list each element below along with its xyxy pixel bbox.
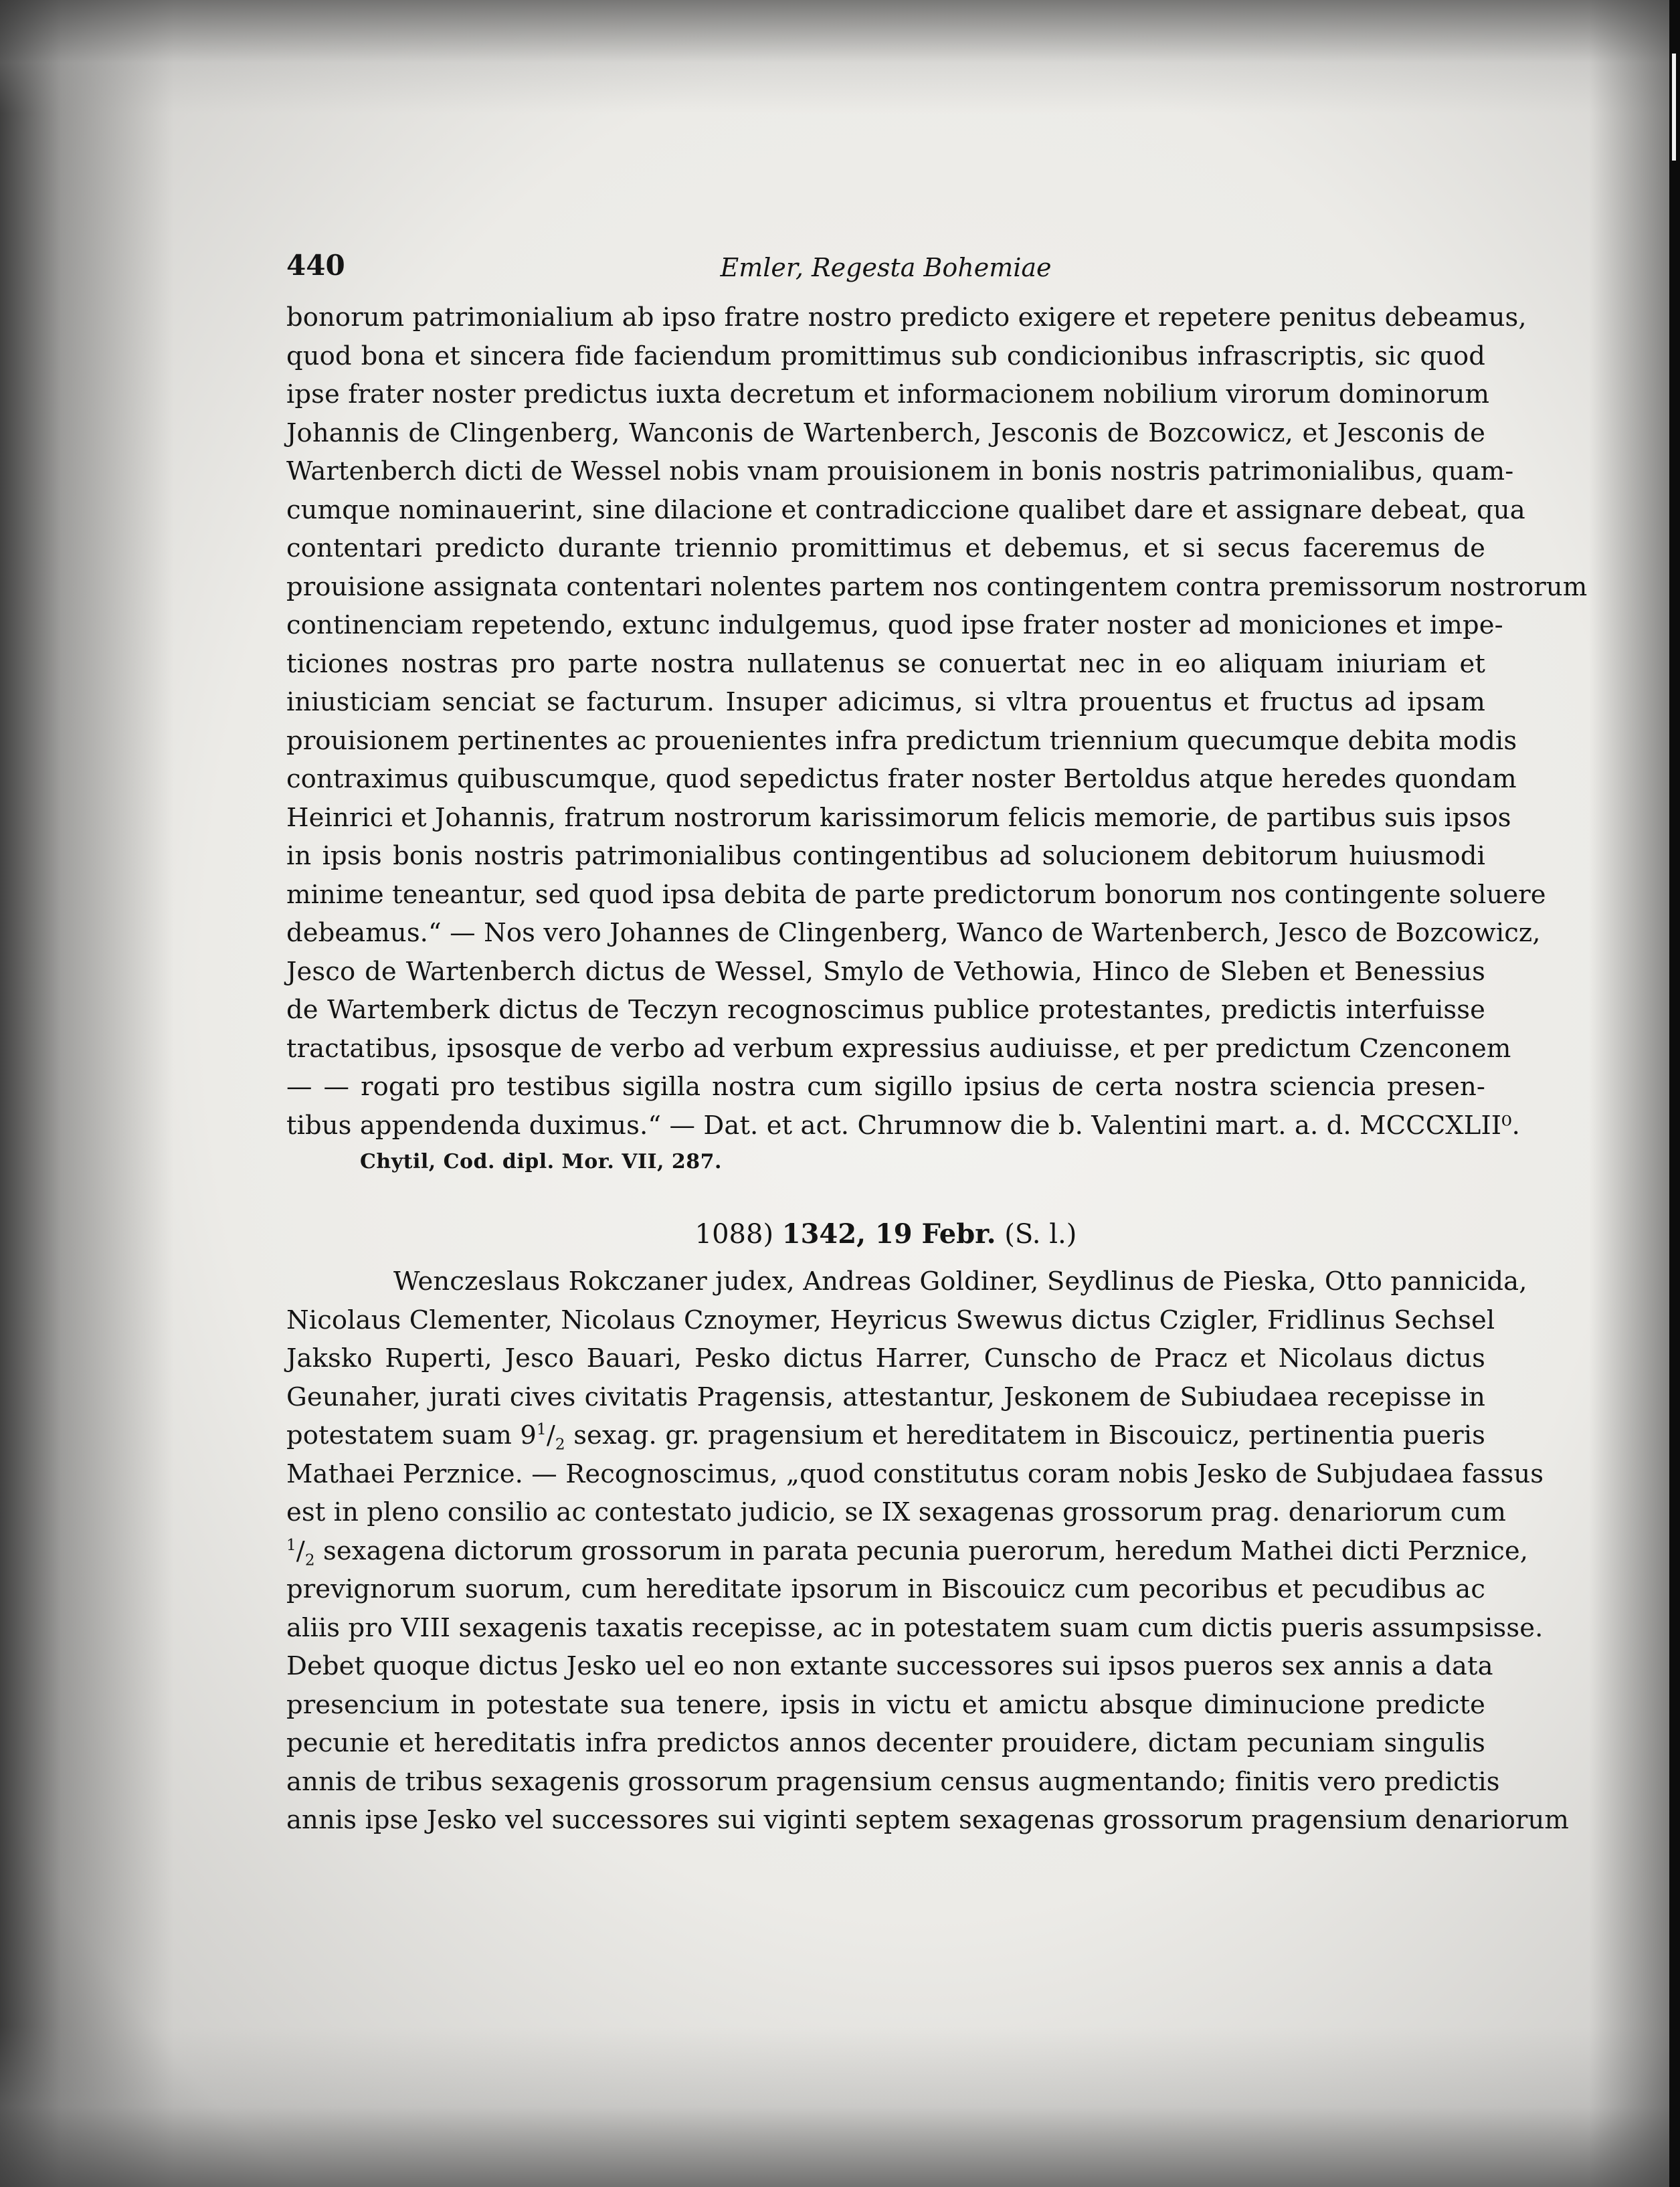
text-line: contentari predicto durante triennio promittimus et debemus, et si secus faceremus de bbox=[286, 533, 1485, 563]
text-line: quod bona et sincera fide faciendum promittimus sub condicionibus infrascriptis, sic quod bbox=[286, 341, 1485, 371]
fraction-line-end: sexag. gr. pragensium et hereditatem in Biscouicz, pertinentia pueris bbox=[565, 1420, 1485, 1450]
fraction-denominator: 2 bbox=[304, 1551, 315, 1570]
right-scan-shadow bbox=[1589, 0, 1669, 2187]
text-line-with-fraction bbox=[286, 1532, 1529, 1571]
text-line: Wartenberch dicti de Wessel nobis vnam prouisionem in bonis nostris patrimonialibus, quam- bbox=[286, 456, 1514, 486]
text-line: tractatibus, ipsosque de verbo ad verbum expressius audiuisse, et per predictum Czenconem bbox=[286, 1033, 1511, 1064]
entry-date: 1342, 19 Febr. bbox=[781, 1218, 996, 1250]
text-line: annis ipse Jesko vel successores sui viginti septem sexagenas grossorum pragensium denariorum bbox=[286, 1805, 1570, 1835]
page-header bbox=[286, 249, 1485, 296]
left-scan-shadow bbox=[0, 0, 174, 2187]
scanner-edge-mark bbox=[1672, 54, 1676, 161]
fraction-line-start: potestatem suam 9 bbox=[286, 1420, 537, 1450]
text-line: annis de tribus sexagenis grossorum pragensium census augmentando; finitis vero predictis bbox=[286, 1766, 1500, 1797]
text-line: Jesco de Wartenberch dictus de Wessel, Smylo de Vethowia, Hinco de Sleben et Benessius bbox=[286, 956, 1485, 987]
text-line: iniusticiam senciat se facturum. Insuper adicimus, si vltra prouentus et fructus ad ipsam bbox=[286, 687, 1485, 717]
text-line: Geunaher, jurati cives civitatis Pragensis, attestantur, Jeskonem de Subiudaea recepisse in bbox=[286, 1382, 1485, 1412]
text-line: prouisionem pertinentes ac prouenientes infra predictum triennium quecumque debita modis bbox=[286, 725, 1517, 756]
page-number: 440 bbox=[286, 249, 345, 282]
text-line: de Wartemberk dictus de Teczyn recognoscimus publice protestantes, predictis interfuisse bbox=[286, 995, 1485, 1025]
fraction-line-end: sexagena dictorum grossorum in parata pecunia puerorum, heredum Mathei dicti Perznice, bbox=[314, 1535, 1529, 1566]
text-line: Jaksko Ruperti, Jesco Bauari, Pesko dictus Harrer, Cunscho de Pracz et Nicolaus dictus bbox=[286, 1343, 1485, 1373]
page-content bbox=[286, 249, 1588, 1840]
text-line: continenciam repetendo, extunc indulgemus, quod ipse frater noster ad moniciones et impe- bbox=[286, 610, 1503, 640]
text-line: debeamus.“ — Nos vero Johannes de Clingenberg, Wanco de Wartenberch, Jesco de Bozcowicz, bbox=[286, 918, 1541, 948]
text-line: in ipsis bonis nostris patrimonialibus contingentibus ad solucionem debitorum huiusmodi bbox=[286, 841, 1485, 871]
continuation-text bbox=[286, 298, 1588, 1177]
text-line: ipse frater noster predictus iuxta decretum et informacionem nobilium virorum dominorum bbox=[286, 379, 1490, 409]
entry-place: (S. l.) bbox=[1004, 1219, 1077, 1250]
text-line: Nicolaus Clementer, Nicolaus Cznoymer, Heyricus Swewus dictus Czigler, Fridlinus Sechsel bbox=[286, 1305, 1495, 1335]
text-line: aliis pro VIII sexagenis taxatis recepisse, ac in potestatem suam cum dictis pueris assumpsisse. bbox=[286, 1612, 1544, 1643]
text-line: minime teneantur, sed quod ipsa debita de parte predictorum bonorum nos contingente soluere bbox=[286, 879, 1546, 910]
fraction-numerator: 1 bbox=[286, 1536, 296, 1554]
text-line: Johannis de Clingenberg, Wanconis de Wartenberch, Jesconis de Bozcowicz, et Jesconis de bbox=[286, 417, 1485, 448]
fraction-numerator: 1 bbox=[537, 1421, 547, 1439]
text-line: tibus appendenda duximus.“ — Dat. et act. Chrumnow die b. Valentini mart. a. d. MCCCXLII⁰. bbox=[286, 1110, 1520, 1141]
scanner-right-border bbox=[1669, 0, 1680, 2187]
fraction-denominator: 2 bbox=[555, 1436, 565, 1454]
text-line: presencium in potestate sua tenere, ipsis in victu et amictu absque diminucione predicte bbox=[286, 1689, 1485, 1720]
text-line: est in pleno consilio ac contestato judicio, se IX sexagenas grossorum prag. denariorum cum bbox=[286, 1497, 1507, 1527]
text-line-with-fraction bbox=[286, 1416, 1485, 1455]
text-line: ticiones nostras pro parte nostra nullatenus se conuertat nec in eo aliquam iniuriam et bbox=[286, 648, 1485, 679]
fraction-slash: / bbox=[296, 1535, 305, 1566]
source-citation: Chytil, Cod. dipl. Mor. VII, 287. bbox=[360, 1150, 723, 1173]
entry-heading bbox=[286, 1214, 1485, 1254]
bottom-scan-shadow bbox=[0, 2026, 1669, 2187]
text-line: prouisione assignata contentari nolentes partem nos contingentem contra premissorum nostrorum bbox=[286, 571, 1588, 602]
text-line: contraximus quibuscumque, quod sepedictus frater noster Bertoldus atque heredes quondam bbox=[286, 764, 1517, 794]
entry-number: 1088) bbox=[694, 1219, 774, 1250]
text-line: bonorum patrimonialium ab ipso fratre nostro predicto exigere et repetere penitus debeamus, bbox=[286, 302, 1527, 332]
text-line: Heinrici et Johannis, fratrum nostrorum karissimorum felicis memorie, de partibus suis ipsos bbox=[286, 802, 1511, 833]
text-line: pecunie et hereditatis infra predictos annos decenter prouidere, dictam pecuniam singulis bbox=[286, 1728, 1485, 1758]
text-line: Debet quoque dictus Jesko uel eo non extante successores sui ipsos pueros sex annis a data bbox=[286, 1651, 1493, 1681]
text-line: Wenczeslaus Rokczaner judex, Andreas Goldiner, Seydlinus de Pieska, Otto pannicida, bbox=[393, 1266, 1527, 1297]
fraction-slash: / bbox=[546, 1420, 555, 1450]
top-scan-shadow bbox=[0, 0, 1669, 114]
text-line: prevignorum suorum, cum hereditate ipsorum in Biscouicz cum pecoribus et pecudibus ac bbox=[286, 1574, 1485, 1604]
running-title: Emler, Regesta Bohemiae bbox=[720, 253, 1052, 282]
text-line: — — rogati pro testibus sigilla nostra cum sigillo ipsius de certa nostra sciencia presen- bbox=[286, 1072, 1485, 1102]
text-line: cumque nominauerint, sine dilacione et contradiccione qualibet dare et assignare debeat, qua bbox=[286, 494, 1525, 525]
entry-text bbox=[286, 1262, 1570, 1840]
text-line: Mathaei Perznice. — Recognoscimus, „quod constitutus coram nobis Jesko de Subjudaea fassus bbox=[286, 1458, 1544, 1489]
